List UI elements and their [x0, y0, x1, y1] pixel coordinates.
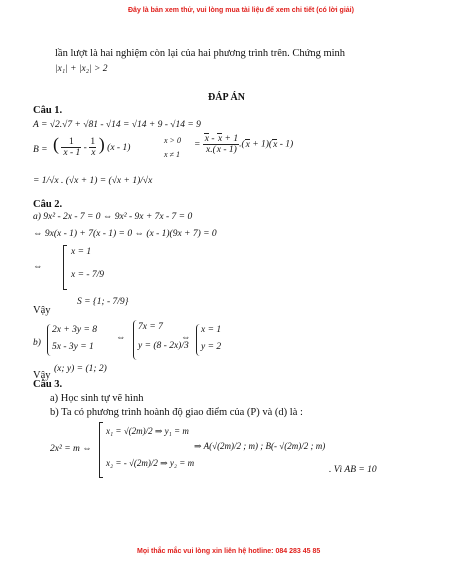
q2-a-line-1: a) 9x² - 2x - 7 = 0 ⇔ 9x² - 9x + 7x - 7 = 0 — [33, 212, 193, 222]
q3-item-a: a) Học sinh tự vẽ hình — [50, 393, 144, 404]
q2-system-mid-2: y = (8 - 2x)/3 — [138, 341, 189, 351]
q2-system-eq-1: 2x + 3y = 8 — [52, 325, 98, 335]
q3-item-b: b) Ta có phương trình hoành độ giao điểm của (P) và (d) là : — [50, 407, 303, 418]
q2-system-mid-1: 7x = 7 — [138, 322, 163, 332]
q2-solution-1: x = 1 — [71, 247, 92, 257]
intro-inequality: |x₁| + |x₂| > 2 — [55, 64, 108, 74]
q2-conclusion-word-2: Vậy — [33, 370, 51, 381]
q2-solution-2: x = - 7/9 — [71, 270, 105, 280]
b-label: b) — [33, 338, 41, 348]
q3-given-ab: . Vì AB = 10 — [329, 465, 377, 475]
equiv-symbol-2: ⇔ — [116, 333, 126, 343]
q2-conclusion-word-1: Vậy — [33, 305, 51, 316]
q1-b-step: = $\frac{x - x + 1}{x.(x - 1)}$ .(x + 1)(x - 1) — [194, 134, 294, 155]
q3-root-bracket — [99, 422, 103, 478]
question-2-label: Câu 2. — [33, 199, 63, 210]
q2-solution-pair: (x; y) = (1; 2) — [54, 364, 107, 374]
q3-root-2: x₂ = - √(2m)/2 ⇒ y₂ = m — [106, 458, 195, 468]
q2-system-result-2: y = 2 — [201, 342, 222, 352]
q1-condition-1: x > 0 — [164, 136, 181, 145]
q3-equation-left: 2x² = m ⇔ — [50, 444, 92, 454]
equiv-symbol-3: ⇔ — [181, 333, 191, 343]
q3-points-a-b: ⇒ A(√(2m)/2 ; m) ; B(- √(2m)/2 ; m) — [194, 441, 326, 451]
intro-line-1: lần lượt là hai nghiệm còn lại của hai phương trình trên. Chứng minh — [55, 48, 346, 59]
hotline-banner: Mọi thắc mắc vui lòng xin liên hệ hotline: 084 283 45 85 — [137, 548, 321, 555]
q2-system-result-1: x = 1 — [201, 325, 222, 335]
q1-condition-2: x ≠ 1 — [164, 150, 180, 159]
q2-a-line-2: ⇔ 9x(x - 1) + 7(x - 1) = 0 ⇔ (x - 1)(9x + 7) = 0 — [33, 229, 217, 239]
preview-notice-banner: Đây là bản xem thử, vui lòng mua tài liệu để xem chi tiết (có lời giải) — [128, 7, 354, 14]
q3-root-1: x₁ = √(2m)/2 ⇒ y₁ = m — [106, 426, 189, 436]
question-3-label: Câu 3. — [33, 379, 63, 390]
q1-b-result: = 1/√x . (√x + 1) = (√x + 1)/√x — [33, 176, 153, 186]
q1-expression-a: A = √2.√7 + √81 - √14 = √14 + 9 - √14 = 9 — [33, 120, 201, 130]
q2-solution-bracket — [63, 245, 67, 290]
answer-heading: ĐÁP ÁN — [208, 92, 245, 103]
question-1-label: Câu 1. — [33, 105, 63, 116]
q2-system-eq-2: 5x - 3y = 1 — [52, 342, 94, 352]
q2-solution-set: S = {1; - 7/9} — [77, 297, 129, 307]
q1-b-fraction-group: ( $\frac{1}{x - 1}$ - $\frac{1}{x}$ ) (x - 1) — [53, 134, 131, 159]
equiv-symbol: ⇔ — [33, 262, 43, 272]
q1-b-prefix: B = — [33, 145, 48, 155]
